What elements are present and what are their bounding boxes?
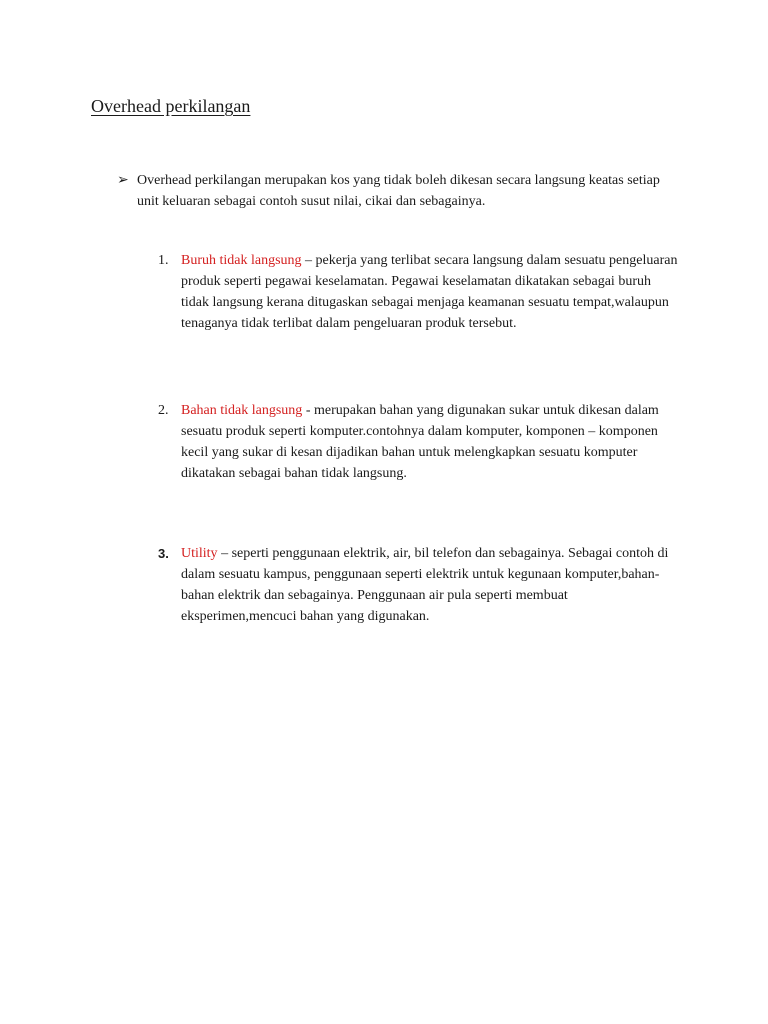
- list-item-body: [181, 543, 681, 627]
- list-item-number: 2.: [158, 403, 169, 418]
- list-item-description: - merupakan bahan yang digunakan sukar untuk dikesan dalam sesuatu produk seperti komputer.contohnya dalam komputer, komponen – komponen kecil yang sukar di kesan dijadikan bahan untuk melengkapkan sesuatu komputer dikatakan sebagai bahan tidak langsung.: [181, 403, 659, 481]
- arrow-bullet-icon: ➢: [117, 173, 129, 188]
- list-item-body: [181, 250, 681, 334]
- list-item-description: – pekerja yang terlibat secara langsung dalam sesuatu pengeluaran produk seperti pegawai keselamatan. Pegawai keselamatan dikatakan sebagai buruh tidak langsung kerana ditugaskan sebagai menjaga keamanan sesuatu tempat,walaupun tenaganya tidak terlibat dalam pengeluaran produk tersebut.: [181, 253, 678, 331]
- list-item-term: Buruh tidak langsung: [181, 253, 302, 268]
- list-item-term: Bahan tidak langsung: [181, 403, 303, 418]
- list-item-number: 1.: [158, 253, 169, 268]
- list-item-body: [181, 400, 681, 484]
- list-item-term: Utility: [181, 546, 218, 561]
- list-item-description: – seperti penggunaan elektrik, air, bil telefon dan sebagainya. Sebagai contoh di dalam sesuatu kampus, penggunaan seperti elektrik untuk kegunaan komputer,bahan-bahan elektrik dan sebagainya. Penggunaan air pula seperti membuat eksperimen,mencuci bahan yang digunakan.: [181, 546, 669, 624]
- intro-text: Overhead perkilangan merupakan kos yang tidak boleh dikesan secara langsung keatas setiap unit keluaran sebagai contoh susut nilai, cikai dan sebagainya.: [137, 173, 660, 209]
- list-item-number: 3.: [158, 546, 169, 561]
- page-title: Overhead perkilangan: [91, 96, 251, 116]
